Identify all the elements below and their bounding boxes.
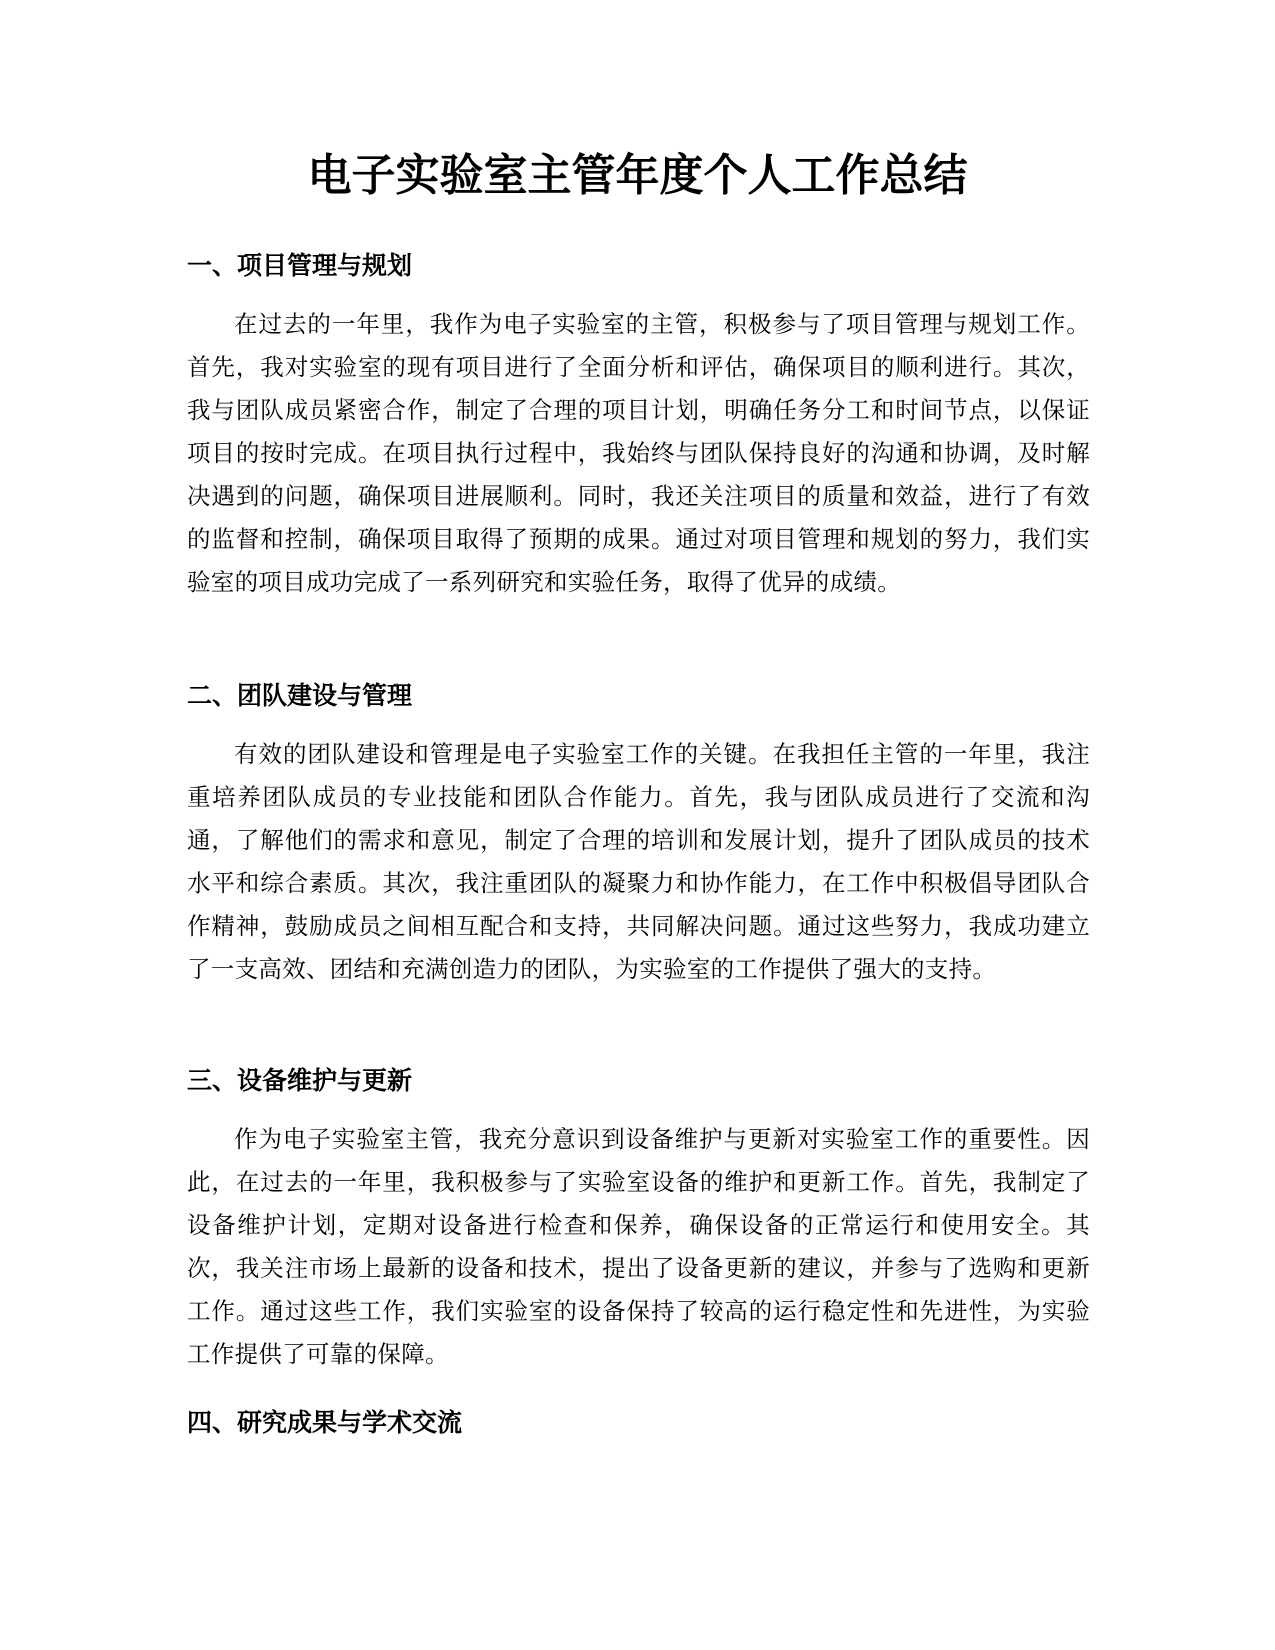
section-paragraph: 作为电子实验室主管，我充分意识到设备维护与更新对实验室工作的重要性。因此，在过去的一年里，我积极参与了实验室设备的维护和更新工作。首先，我制定了设备维护计划，定期对设备进行检查和保养，确保设备的正常运行和使用安全。其次，我关注市场上最新的设备和技术，提出了设备更新的建议，并参与了选购和更新工作。通过这些工作，我们实验室的设备保持了较高的运行稳定性和先进性，为实验工作提供了可靠的保障。 bbox=[187, 1125, 1090, 1368]
section-heading: 三、设备维护与更新 bbox=[187, 1066, 413, 1095]
section-heading: 二、团队建设与管理 bbox=[187, 681, 413, 710]
document-title: 电子实验室主管年度个人工作总结 bbox=[307, 150, 968, 201]
section-paragraph: 有效的团队建设和管理是电子实验室工作的关键。在我担任主管的一年里，我注重培养团队成员的专业技能和团队合作能力。首先，我与团队成员进行了交流和沟通，了解他们的需求和意见，制定了合理的培训和发展计划，提升了团队成员的技术水平和综合素质。其次，我注重团队的凝聚力和协作能力，在工作中积极倡导团队合作精神，鼓励成员之间相互配合和支持，共同解决问题。通过这些努力，我成功建立了一支高效、团结和充满创造力的团队，为实验室的工作提供了强大的支持。 bbox=[187, 740, 1090, 983]
section-equipment-maintenance bbox=[187, 1064, 1090, 1376]
section-heading: 一、项目管理与规划 bbox=[187, 251, 413, 280]
section-team-building bbox=[187, 679, 1090, 991]
section-project-management bbox=[187, 249, 1090, 604]
section-heading: 四、研究成果与学术交流 bbox=[187, 1408, 463, 1437]
section-research-results bbox=[187, 1406, 1090, 1440]
section-paragraph: 在过去的一年里，我作为电子实验室的主管，积极参与了项目管理与规划工作。首先，我对实验室的现有项目进行了全面分析和评估，确保项目的顺利进行。其次，我与团队成员紧密合作，制定了合理的项目计划，明确任务分工和时间节点，以保证项目的按时完成。在项目执行过程中，我始终与团队保持良好的沟通和协调，及时解决遇到的问题，确保项目进展顺利。同时，我还关注项目的质量和效益，进行了有效的监督和控制，确保项目取得了预期的成果。通过对项目管理和规划的努力，我们实验室的项目成功完成了一系列研究和实验任务，取得了优异的成绩。 bbox=[187, 310, 1090, 596]
